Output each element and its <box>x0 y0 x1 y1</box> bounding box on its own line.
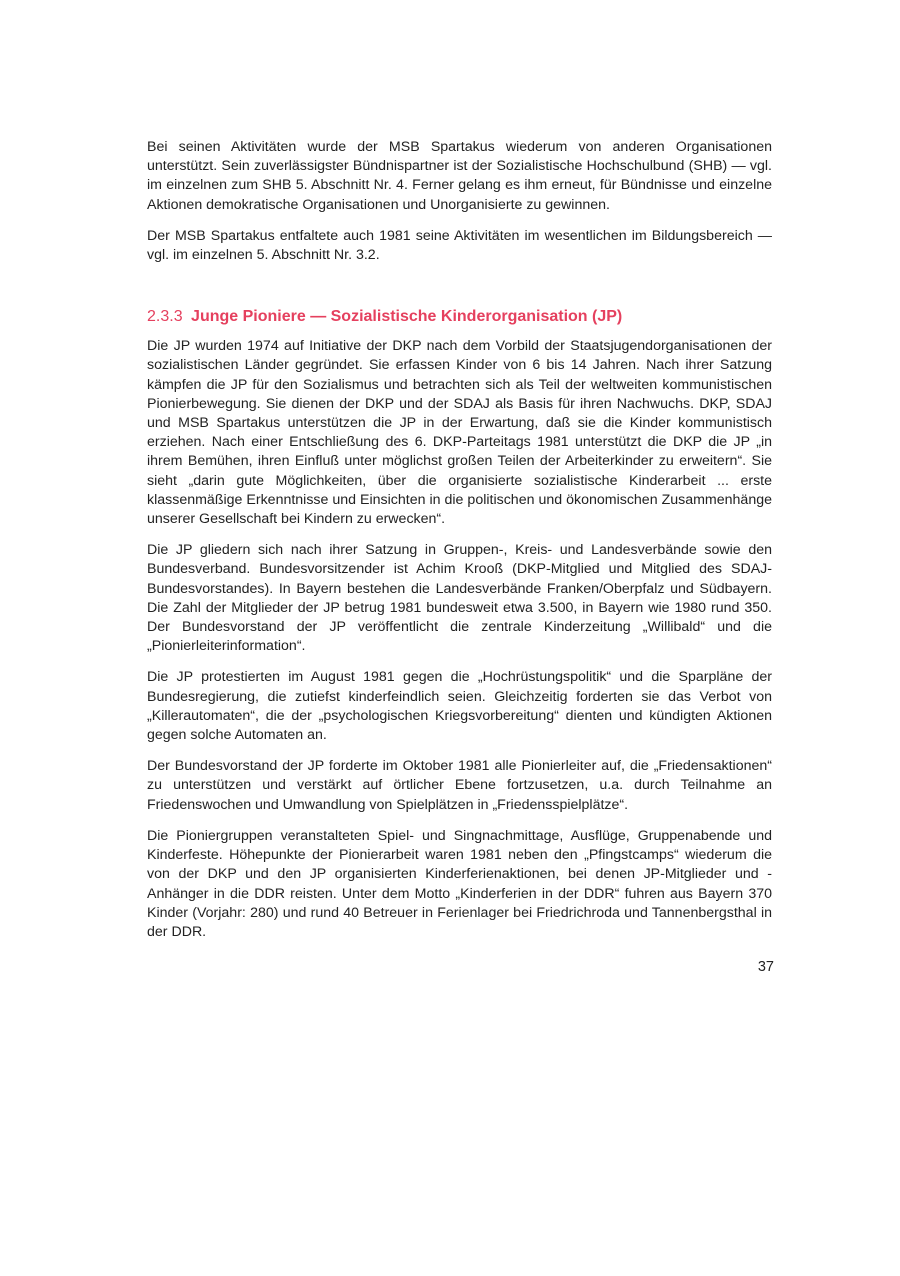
paragraph-jp-protest: Die JP protestierten im August 1981 gegen die „Hochrüstungspolitik“ und die Sparpläne der Bundesregierung, die zutiefst kinderfeindlich seien. Gleichzeitig forderten sie das Verbot von „Killerautomaten“, die der „psychologischen Kriegsvorbereitung“ dienten und kündigten Aktionen gegen solche Automaten an. <box>147 669 772 744</box>
page-number: 37 <box>757 959 774 975</box>
section-number: 2.3.3 <box>147 308 183 326</box>
paragraph-jp-activities: Die Pioniergruppen veranstalteten Spiel- und Singnachmittage, Ausflüge, Gruppenabende und Kinderfeste. Höhepunkte der Pionierarbeit waren 1981 neben den „Pfingstcamps“ wiederum die von der DKP und den JP organisierten Kinderferienaktionen, bei denen JP-Mitglieder und -Anhänger in die DDR reisten. Unter dem Motto „Kinderferien in der DDR“ fuhren aus Bayern 370 Kinder (Vorjahr: 280) und rund 40 Betreuer in Ferienlager bei Friedrichroda und Tannenbergsthal in der DDR. <box>147 827 772 940</box>
paragraph-msb-education: Der MSB Spartakus entfaltete auch 1981 seine Aktivitäten im wesentlichen im Bildungsbereich — vgl. im einzelnen 5. Abschnitt Nr. 3.2. <box>147 227 772 264</box>
paragraph-jp-peace-actions: Der Bundesvorstand der JP forderte im Oktober 1981 alle Pionierleiter auf, die „Friedensaktionen“ zu unterstützen und verstärkt auf örtlicher Ebene fortzusetzen, u.a. durch Teilnahme an Friedenswochen und Umwandlung von Spielplätzen in „Friedensspielplätze“. <box>147 758 772 813</box>
page-content <box>147 138 772 954</box>
paragraph-jp-structure: Die JP gliedern sich nach ihrer Satzung in Gruppen-, Kreis- und Landesverbände sowie den Bundesverband. Bundesvorsitzender ist Achim Krooß (DKP-Mitglied und Mitglied des SDAJ-Bundesvorstandes). In Bayern bestehen die Landesverbände Franken/Oberpfalz und Südbayern. Die Zahl der Mitglieder der JP betrug 1981 bundesweit etwa 3.500, in Bayern wie 1980 rund 350. Der Bundesvorstand der JP veröffentlicht die zentrale Kinderzeitung „Willibald“ und die „Pionierleiterinformation“. <box>147 542 772 655</box>
section-title: Junge Pioniere — Sozialistische Kinderorganisation (JP) <box>191 308 623 326</box>
paragraph-msb-support: Bei seinen Aktivitäten wurde der MSB Spartakus wiederum von anderen Organisationen unterstützt. Sein zuverlässigster Bündnispartner ist der Sozialistische Hochschulbund (SHB) — vgl. im einzelnen zum SHB 5. Abschnitt Nr. 4. Ferner gelang es ihm erneut, für Bündnisse und einzelne Aktionen demokratische Organisationen und Unorganisierte zu gewinnen. <box>147 139 772 213</box>
paragraph-jp-founding: Die JP wurden 1974 auf Initiative der DKP nach dem Vorbild der Staatsjugendorganisationen der sozialistischen Länder gegründet. Sie erfassen Kinder von 6 bis 14 Jahren. Nach ihrer Satzung kämpfen die JP für den Sozialismus und betrachten sich als Teil der weltweiten kommunistischen Pionierbewegung. Sie dienen der DKP und der SDAJ als Basis für ihren Nachwuchs. DKP, SDAJ und MSB Spartakus unterstützen die JP in der Erwartung, daß sie die Kinder kommunistisch erziehen. Nach einer Entschließung des 6. DKP-Parteitags 1981 unterstützt die DKP die JP „in ihrem Bemühen, ihren Einfluß unter möglichst großen Teilen der Arbeiterkinder zu erweitern“. Sie sieht „darin gute Möglichkeiten, über die organisierte sozialistische Kinderarbeit ... erste klassenmäßige Erkenntnisse und Einsichten in die politischen und ökonomischen Zusammenhänge unserer Gesellschaft bei Kindern zu erwecken“. <box>147 338 772 528</box>
section-heading <box>147 307 772 327</box>
